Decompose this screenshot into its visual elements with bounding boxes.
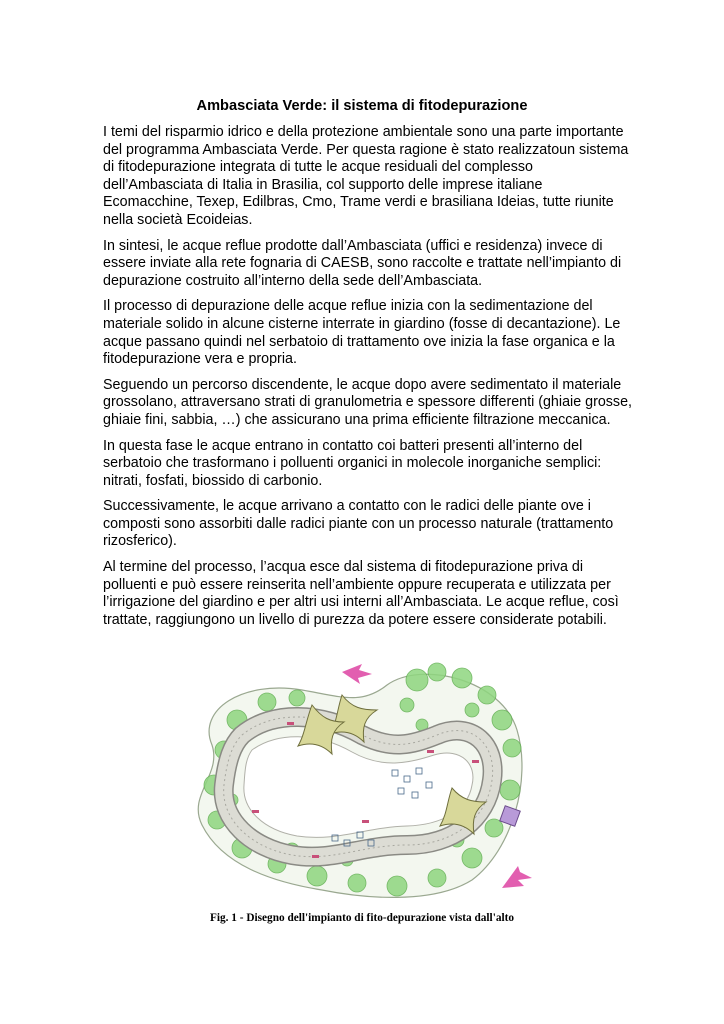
document-body	[103, 124, 633, 637]
outflow-arrow	[502, 866, 532, 888]
inflow-arrow	[342, 664, 372, 684]
paragraph: Successivamente, le acque arrivano a contatto con le radici delle piante ove i composti sono assorbiti dalle radici piante con un processo naturale (trattamento rizosferico).	[103, 498, 614, 550]
plant-plan-drawing	[172, 650, 552, 900]
document-title: Ambasciata Verde: il sistema di fitodepurazione	[196, 98, 528, 114]
paragraph: In sintesi, le acque reflue prodotte dall’Ambasciata (uffici e residenza) invece di essere inviate alla rete fognaria di CAESB, sono raccolte e trattate nell’impianto di depurazione costruito all’interno della sede dell’Ambasciata.	[103, 237, 622, 289]
paragraph: I temi del risparmio idrico e della protezione ambientale sono una parte importante del programma Ambasciata Verde. Per questa ragione è stato realizzatoun sistema di fitodepurazione integrata di tutte le acque residuali del complesso dell’Ambasciata di Italia in Brasilia, col supporto delle imprese italiane Ecomacchine, Texep, Edilbras, Cmo, Trame verdi e brasiliana Ideias, tutte riunite nella società Ecoideias.	[103, 124, 629, 228]
figure-caption: Fig. 1 - Disegno dell'impianto di fito-depurazione vista dall'alto	[209, 912, 515, 924]
paragraph: Al termine del processo, l’acqua esce dal sistema di fitodepurazione priva di polluenti e può essere reinserita nell’ambiente oppure recuperata e utilizzata per l’irrigazione del giardino e per altri usi interni all’Ambasciata. Le acque reflue, così trattate, raggiungono un livello di purezza da potere essere considerate potabili.	[103, 559, 619, 628]
plant-plan-figure	[172, 650, 552, 900]
paragraph: Il processo di depurazione delle acque reflue inizia con la sedimentazione del materiale solido in alcune cisterne interrate in giardino (fosse di decantazione). Le acque passano quindi nel serbatoio di trattamento ove inizia la fase organica e la fitodepurazione vera e propria.	[103, 298, 621, 368]
paragraph: In questa fase le acque entrano in contatto coi batteri presenti all’interno del serbatoio che trasformano i polluenti organici in molecole inorganiche semplici: nitrati, fosfati, biossido di carbonio.	[103, 437, 602, 489]
paragraph: Seguendo un percorso discendente, le acque dopo avere sedimentato il materiale grossolano, attraversano strati di granulometria e spessore differenti (ghiaie grosse, ghiaie fini, sabbia, …) che assicurano una prima efficiente filtrazione meccanica.	[103, 376, 632, 428]
